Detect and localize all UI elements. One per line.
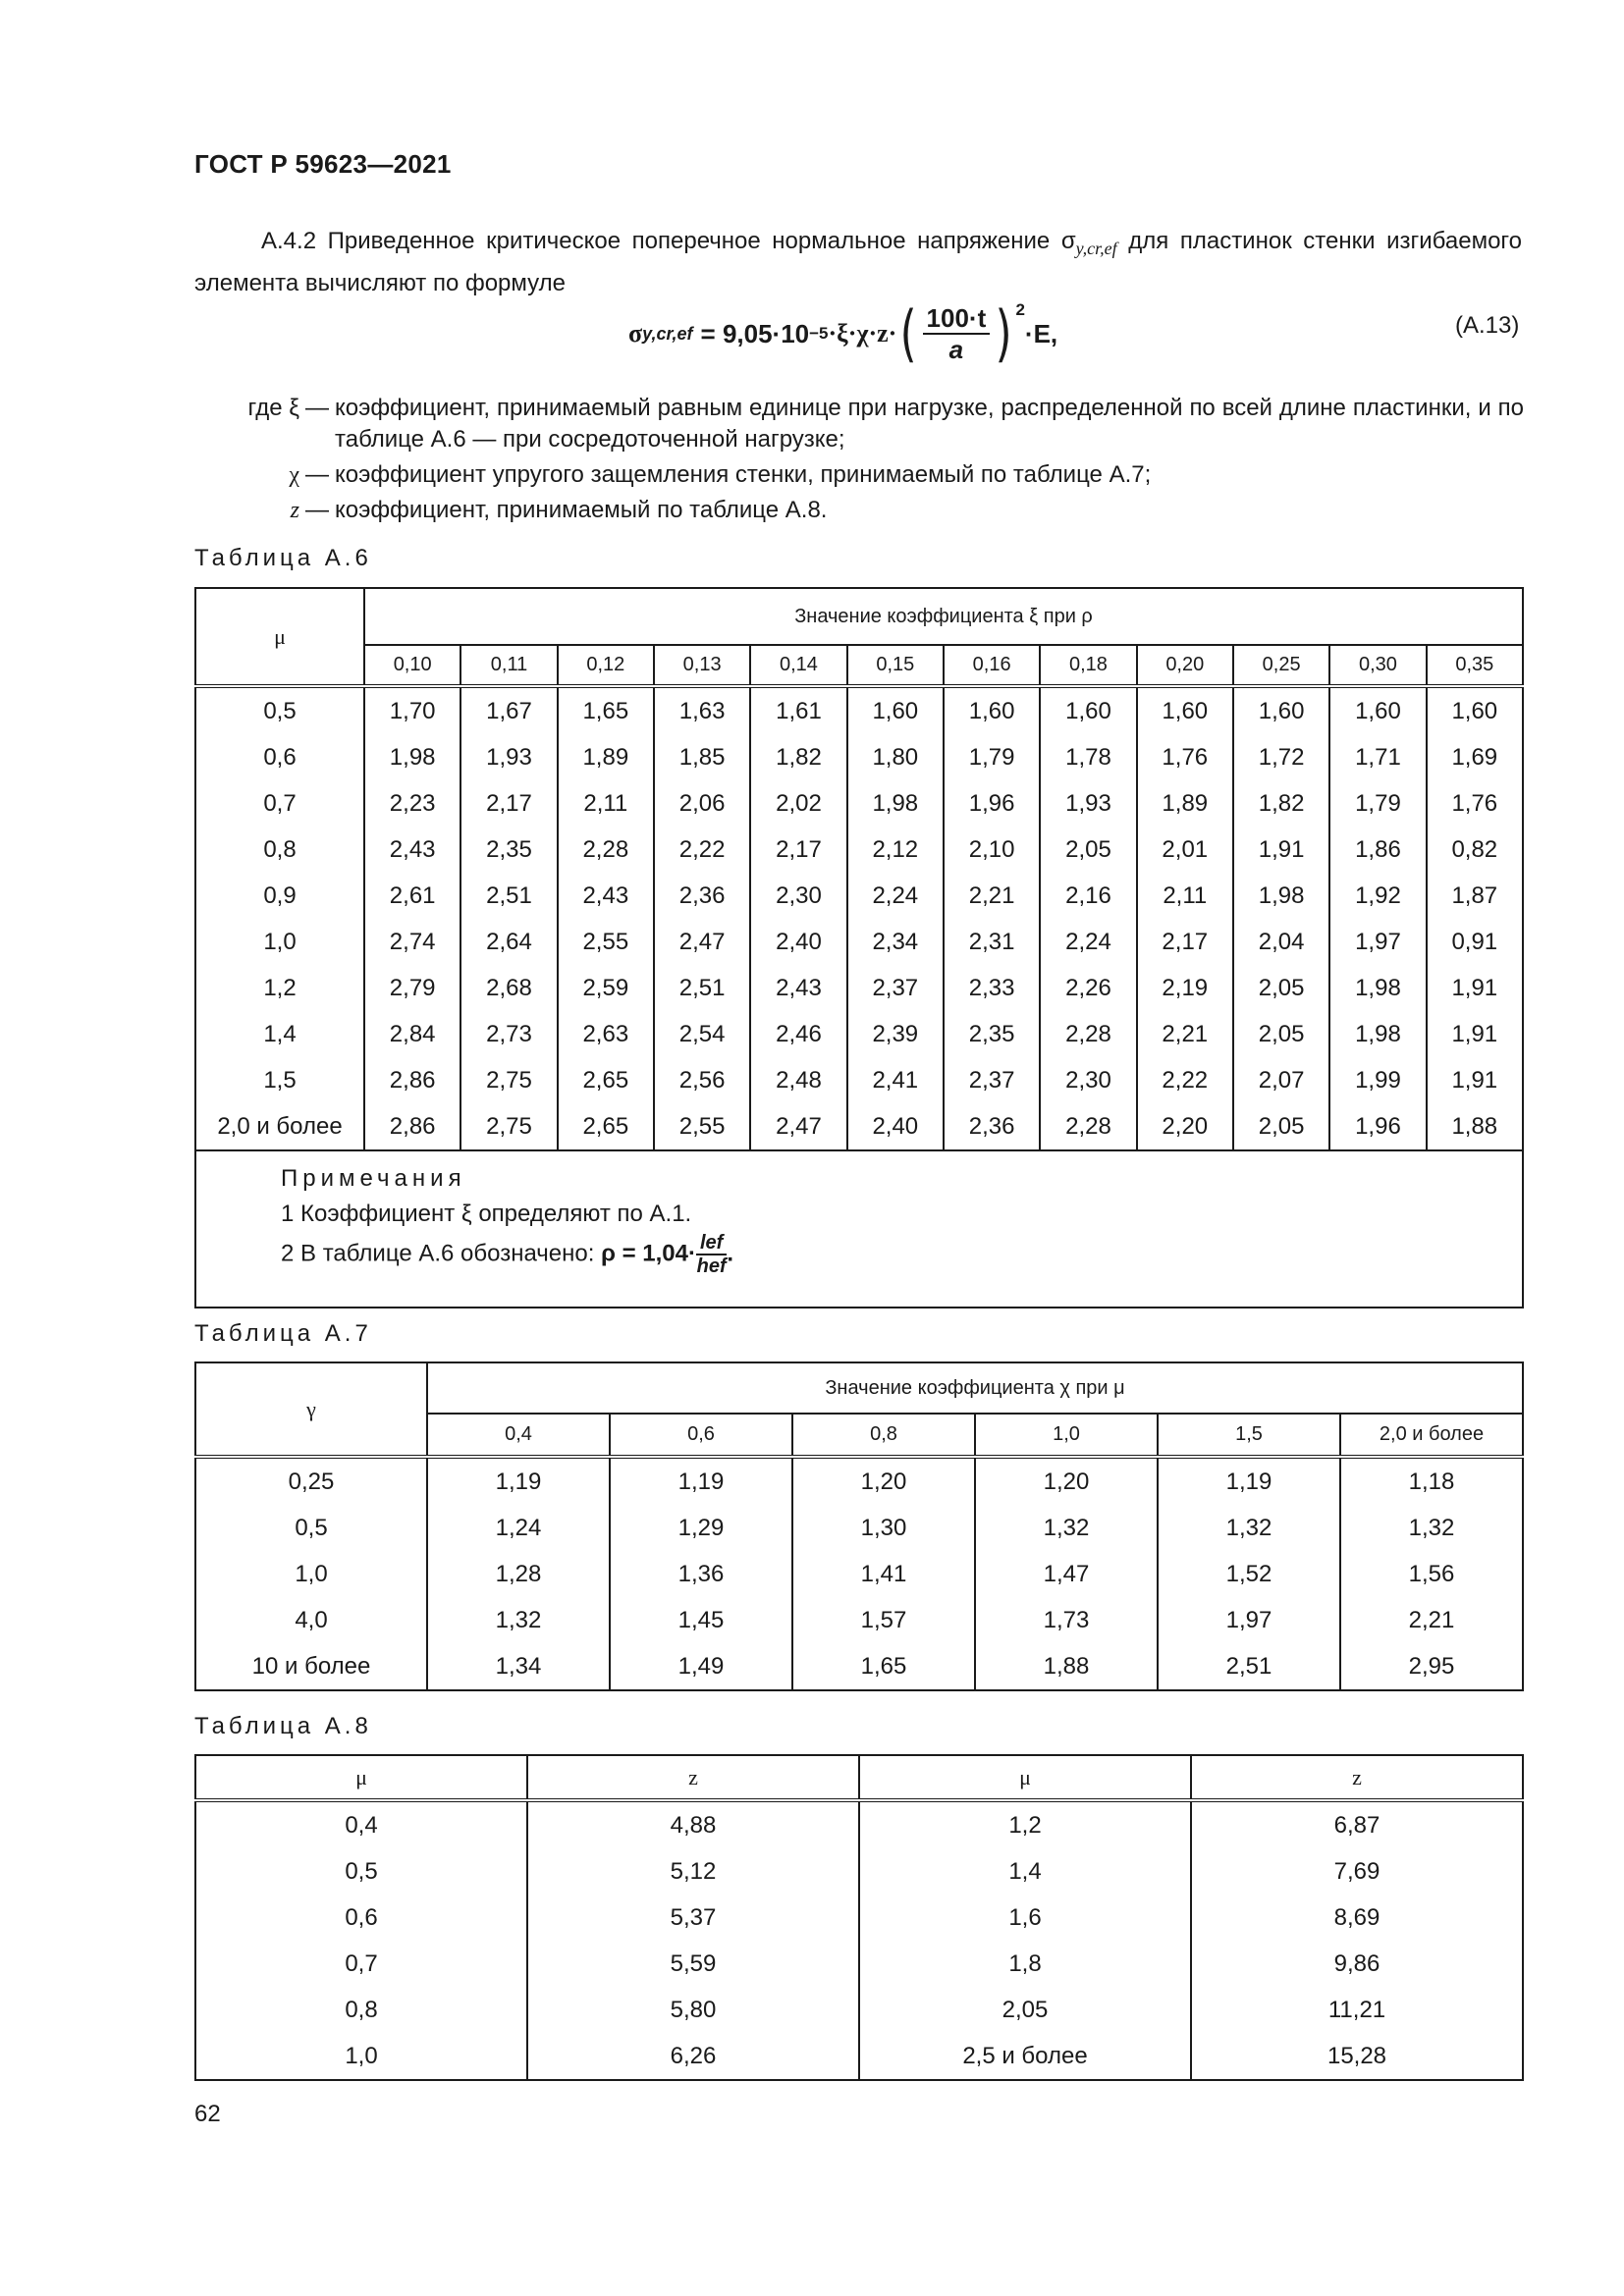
table-a6-cell: 1,87 (1427, 873, 1523, 919)
table-a6 (194, 587, 1524, 1308)
table-a6-cell: 2,30 (750, 873, 846, 919)
table-a8-cell: 0,8 (195, 1987, 527, 2033)
table-a6-cell: 2,28 (1040, 1103, 1136, 1150)
definitions (194, 393, 1524, 530)
table-a8-row (195, 1895, 1523, 1941)
table-a7-cell: 1,20 (975, 1457, 1158, 1505)
table-a6-cell: 2,30 (1040, 1057, 1136, 1103)
table-a7-cell: 4,0 (195, 1597, 427, 1643)
table-a6-cell: 1,79 (1329, 780, 1426, 827)
table-a7-row (195, 1597, 1523, 1643)
table-a6-cell: 2,17 (460, 780, 557, 827)
table-a6-cell: 1,76 (1427, 780, 1523, 827)
table-a6-col-header: 0,35 (1427, 645, 1523, 686)
table-a7-cell: 2,95 (1340, 1643, 1523, 1690)
table-a6-cell: 1,91 (1427, 1057, 1523, 1103)
table-a6-cell: 2,22 (654, 827, 750, 873)
table-a6-cell: 2,47 (654, 919, 750, 965)
table-a7-col-header: 0,8 (792, 1414, 975, 1457)
table-a6-cell: 2,11 (558, 780, 654, 827)
table-a6-cell: 2,55 (558, 919, 654, 965)
table-a6-cell: 2,06 (654, 780, 750, 827)
table-a6-row (195, 1057, 1523, 1103)
formula-a13: σ y,cr,ef = 9,05·10 −5 ·ξ·χ·z· ( $\frac{100\cdot t}{a}$ ) $^2$ ·E, (628, 297, 1058, 369)
paragraph-a42: А.4.2 Приведенное критическое поперечное нормальное напряжение $\sigma_{y,cr,ef}$ для пластинок стенки изгибаемого элемента вычисляют по формуле (194, 228, 1522, 296)
table-a6-cell: 2,61 (364, 873, 460, 919)
table-a6-cell: 1,5 (195, 1057, 364, 1103)
table-a6-col-header: 0,14 (750, 645, 846, 686)
table-a7-cell: 1,49 (610, 1643, 792, 1690)
table-a6-cell: 0,9 (195, 873, 364, 919)
table-a8-cell: 1,0 (195, 2033, 527, 2080)
table-a7-cell: 1,36 (610, 1551, 792, 1597)
table-a6-cell: 1,60 (1040, 686, 1136, 734)
table-a7 (194, 1362, 1524, 1691)
table-a6-cell: 2,79 (364, 965, 460, 1011)
table-a6-corner: μ (195, 588, 364, 686)
table-a6-cell: 2,84 (364, 1011, 460, 1057)
table-a7-cell: 1,0 (195, 1551, 427, 1597)
table-a6-cell: 1,97 (1329, 919, 1426, 965)
table-a6-cell: 1,61 (750, 686, 846, 734)
table-a8-cell: 6,26 (527, 2033, 859, 2080)
table-a6-cell: 2,41 (847, 1057, 944, 1103)
table-a7-row (195, 1457, 1523, 1505)
table-a8-col-header: z (1191, 1755, 1523, 1800)
table-a7-col-header: 0,6 (610, 1414, 792, 1457)
table-a6-cell: 1,67 (460, 686, 557, 734)
table-a6-cell: 1,60 (1427, 686, 1523, 734)
table-a6-cell: 1,99 (1329, 1057, 1426, 1103)
table-a7-row (195, 1643, 1523, 1690)
table-a7-cell: 1,32 (427, 1597, 610, 1643)
table-a6-group-header: Значение коэффициента ξ при ρ (364, 588, 1523, 645)
table-a6-cell: 2,05 (1040, 827, 1136, 873)
table-a6-cell: 2,24 (847, 873, 944, 919)
table-a6-cell: 2,55 (654, 1103, 750, 1150)
table-a6-cell: 2,07 (1233, 1057, 1329, 1103)
table-a7-cell: 1,20 (792, 1457, 975, 1505)
table-a6-cell: 2,02 (750, 780, 846, 827)
table-a6-cell: 1,88 (1427, 1103, 1523, 1150)
table-a6-col-header: 0,18 (1040, 645, 1136, 686)
notes-title: Примечания (281, 1165, 466, 1192)
table-a6-row (195, 965, 1523, 1011)
table-a6-cell: 2,43 (750, 965, 846, 1011)
table-a6-row (195, 827, 1523, 873)
table-a7-group-header: Значение коэффициента χ при μ (427, 1362, 1523, 1414)
table-a7-cell: 1,57 (792, 1597, 975, 1643)
table-a6-cell: 2,48 (750, 1057, 846, 1103)
table-a7-cell: 2,51 (1158, 1643, 1340, 1690)
table-a8-row (195, 1941, 1523, 1987)
table-a6-cell: 1,96 (944, 780, 1040, 827)
table-a6-cell: 2,36 (654, 873, 750, 919)
table-a6-col-header: 0,11 (460, 645, 557, 686)
table-a6-cell: 2,10 (944, 827, 1040, 873)
table-a6-caption: Таблица А.6 (194, 545, 372, 571)
table-a6-cell: 1,65 (558, 686, 654, 734)
table-a6-cell: 1,92 (1329, 873, 1426, 919)
table-a7-cell: 1,19 (1158, 1457, 1340, 1505)
table-a6-cell: 2,65 (558, 1057, 654, 1103)
table-a6-cell: 2,86 (364, 1103, 460, 1150)
table-a6-cell: 1,82 (1233, 780, 1329, 827)
table-a7-cell: 1,18 (1340, 1457, 1523, 1505)
table-a8-cell: 1,4 (859, 1848, 1191, 1895)
table-a7-cell: 1,52 (1158, 1551, 1340, 1597)
table-a7-col-header: 1,5 (1158, 1414, 1340, 1457)
table-a6-cell: 1,60 (944, 686, 1040, 734)
table-a6-cell: 2,39 (847, 1011, 944, 1057)
table-a6-cell: 2,28 (1040, 1011, 1136, 1057)
table-a6-col-header: 0,12 (558, 645, 654, 686)
table-a6-cell: 1,96 (1329, 1103, 1426, 1150)
table-a7-cell: 0,5 (195, 1505, 427, 1551)
table-a8-cell: 5,12 (527, 1848, 859, 1895)
table-a7-cell: 1,30 (792, 1505, 975, 1551)
table-a6-cell: 1,80 (847, 734, 944, 780)
definition-row: χ — коэффициент упругого защемления стенки, принимаемый по таблице А.7; (289, 461, 1152, 488)
table-a6-cell: 1,98 (364, 734, 460, 780)
table-a6-col-header: 0,10 (364, 645, 460, 686)
table-a6-cell: 2,05 (1233, 965, 1329, 1011)
table-a7-cell: 1,19 (610, 1457, 792, 1505)
table-a8-cell: 1,2 (859, 1800, 1191, 1848)
table-a6-cell: 2,35 (944, 1011, 1040, 1057)
table-a6-cell: 2,74 (364, 919, 460, 965)
table-a6-cell: 2,21 (944, 873, 1040, 919)
table-a7-col-header: 2,0 и более (1340, 1414, 1523, 1457)
table-a7-cell: 1,47 (975, 1551, 1158, 1597)
table-a6-cell: 2,26 (1040, 965, 1136, 1011)
table-a7-col-header: 0,4 (427, 1414, 610, 1457)
note-1: 1 Коэффициент ξ определяют по А.1. (281, 1201, 692, 1227)
table-a6-cell: 0,6 (195, 734, 364, 780)
table-a6-cell: 2,19 (1137, 965, 1233, 1011)
table-a6-cell: 1,91 (1233, 827, 1329, 873)
table-a6-cell: 1,2 (195, 965, 364, 1011)
table-a8-cell: 5,80 (527, 1987, 859, 2033)
table-a8-cell: 9,86 (1191, 1941, 1523, 1987)
table-a6-row (195, 919, 1523, 965)
table-a6-cell: 2,63 (558, 1011, 654, 1057)
table-a6-cell: 2,22 (1137, 1057, 1233, 1103)
table-a6-cell: 0,91 (1427, 919, 1523, 965)
table-a6-cell: 2,04 (1233, 919, 1329, 965)
table-a6-cell: 2,43 (558, 873, 654, 919)
table-a6-cell: 1,98 (1329, 965, 1426, 1011)
table-a6-cell: 1,4 (195, 1011, 364, 1057)
table-a6-col-header: 0,30 (1329, 645, 1426, 686)
table-a6-cell: 1,98 (1233, 873, 1329, 919)
table-a8-cell: 11,21 (1191, 1987, 1523, 2033)
table-a6-cell: 0,7 (195, 780, 364, 827)
table-a7-cell: 1,41 (792, 1551, 975, 1597)
table-a6-cell: 2,21 (1137, 1011, 1233, 1057)
table-a7-cell: 1,34 (427, 1643, 610, 1690)
table-a6-cell: 1,78 (1040, 734, 1136, 780)
table-a6-cell: 2,56 (654, 1057, 750, 1103)
table-a6-cell: 2,59 (558, 965, 654, 1011)
table-a6-cell: 2,20 (1137, 1103, 1233, 1150)
document-header: ГОСТ Р 59623—2021 (194, 149, 452, 179)
table-a6-cell: 2,05 (1233, 1011, 1329, 1057)
table-a6-cell: 2,75 (460, 1057, 557, 1103)
table-a7-cell: 0,25 (195, 1457, 427, 1505)
table-a6-col-header: 0,16 (944, 645, 1040, 686)
table-a6-cell: 1,89 (1137, 780, 1233, 827)
table-a8-col-header: z (527, 1755, 859, 1800)
table-a6-cell: 1,85 (654, 734, 750, 780)
table-a6-cell: 1,89 (558, 734, 654, 780)
table-a8-cell: 2,05 (859, 1987, 1191, 2033)
table-a8-cell: 0,4 (195, 1800, 527, 1848)
table-a6-cell: 0,5 (195, 686, 364, 734)
table-a6-cell: 1,93 (460, 734, 557, 780)
table-a6-cell: 1,72 (1233, 734, 1329, 780)
table-a6-cell: 2,05 (1233, 1103, 1329, 1150)
table-a7-cell: 1,19 (427, 1457, 610, 1505)
table-a7-cell: 1,88 (975, 1643, 1158, 1690)
table-a6-cell: 2,31 (944, 919, 1040, 965)
table-a8-row (195, 1987, 1523, 2033)
table-a6-cell: 1,60 (1233, 686, 1329, 734)
table-a7-cell: 1,97 (1158, 1597, 1340, 1643)
table-a7-cell: 1,28 (427, 1551, 610, 1597)
table-a6-cell: 2,11 (1137, 873, 1233, 919)
table-a6-row (195, 873, 1523, 919)
table-a8-cell: 4,88 (527, 1800, 859, 1848)
table-a6-cell: 1,60 (847, 686, 944, 734)
table-a6-cell: 1,0 (195, 919, 364, 965)
table-a6-cell: 2,65 (558, 1103, 654, 1150)
table-a8-cell: 0,7 (195, 1941, 527, 1987)
table-a6-cell: 2,01 (1137, 827, 1233, 873)
table-a6-cell: 1,98 (1329, 1011, 1426, 1057)
table-a6-cell: 1,82 (750, 734, 846, 780)
table-a7-cell: 1,32 (1340, 1505, 1523, 1551)
table-a6-cell: 2,36 (944, 1103, 1040, 1150)
table-a6-cell: 2,33 (944, 965, 1040, 1011)
table-a7-cell: 1,32 (1158, 1505, 1340, 1551)
table-a7-corner: γ (195, 1362, 427, 1457)
table-a7-cell: 1,45 (610, 1597, 792, 1643)
table-a6-cell: 1,76 (1137, 734, 1233, 780)
table-a7-row (195, 1505, 1523, 1551)
table-a6-col-header: 0,20 (1137, 645, 1233, 686)
table-a7-cell: 10 и более (195, 1643, 427, 1690)
table-a7-cell: 1,24 (427, 1505, 610, 1551)
table-a6-cell: 2,86 (364, 1057, 460, 1103)
table-a8-col-header: μ (195, 1755, 527, 1800)
table-a6-cell: 2,0 и более (195, 1103, 364, 1150)
table-a6-cell: 2,73 (460, 1011, 557, 1057)
table-a6-cell: 2,28 (558, 827, 654, 873)
table-a6-col-header: 0,13 (654, 645, 750, 686)
table-a6-cell: 2,35 (460, 827, 557, 873)
table-a6-cell: 1,60 (1329, 686, 1426, 734)
table-a6-cell: 2,46 (750, 1011, 846, 1057)
table-a6-cell: 1,63 (654, 686, 750, 734)
table-a8-col-header: μ (859, 1755, 1191, 1800)
table-a6-notes (195, 1150, 1523, 1308)
table-a7-cell: 2,21 (1340, 1597, 1523, 1643)
table-a7-cell: 1,29 (610, 1505, 792, 1551)
table-a8-row (195, 2033, 1523, 2080)
table-a8-cell: 8,69 (1191, 1895, 1523, 1941)
table-a7-cell: 1,56 (1340, 1551, 1523, 1597)
table-a6-row (195, 780, 1523, 827)
table-a8-cell: 1,6 (859, 1895, 1191, 1941)
table-a6-cell: 1,98 (847, 780, 944, 827)
table-a6-cell: 2,43 (364, 827, 460, 873)
equation-number: (А.13) (1455, 312, 1520, 339)
table-a6-cell: 2,37 (847, 965, 944, 1011)
table-a8-cell: 0,6 (195, 1895, 527, 1941)
table-a6-cell: 2,23 (364, 780, 460, 827)
table-a6-cell: 1,69 (1427, 734, 1523, 780)
definition-row: где ξ — коэффициент, принимаемый равным единице при нагрузке, распределенной по всей длине пластинки, и по таблице А.6 — при сосредоточенной нагрузке; (247, 395, 1524, 453)
note-2: 2 В таблице А.6 обозначено: ρ = 1,04· lef hef . (281, 1232, 733, 1277)
table-a8 (194, 1754, 1524, 2081)
table-a6-row (195, 686, 1523, 734)
table-a6-cell: 2,17 (750, 827, 846, 873)
table-a6-cell: 2,40 (750, 919, 846, 965)
table-a7-cell: 1,65 (792, 1643, 975, 1690)
table-a7-row (195, 1551, 1523, 1597)
table-a6-cell: 2,68 (460, 965, 557, 1011)
table-a6-cell: 1,60 (1137, 686, 1233, 734)
table-a6-row (195, 1103, 1523, 1150)
table-a6-cell: 2,54 (654, 1011, 750, 1057)
table-a6-cell: 2,75 (460, 1103, 557, 1150)
table-a7-col-header: 1,0 (975, 1414, 1158, 1457)
table-a6-cell: 1,91 (1427, 965, 1523, 1011)
table-a6-cell: 1,91 (1427, 1011, 1523, 1057)
table-a7-caption: Таблица А.7 (194, 1320, 372, 1347)
table-a6-row (195, 734, 1523, 780)
table-a6-cell: 2,64 (460, 919, 557, 965)
table-a8-row (195, 1848, 1523, 1895)
table-a6-cell: 1,71 (1329, 734, 1426, 780)
table-a6-cell: 0,82 (1427, 827, 1523, 873)
table-a6-cell: 2,51 (460, 873, 557, 919)
table-a6-cell: 2,34 (847, 919, 944, 965)
table-a8-cell: 1,8 (859, 1941, 1191, 1987)
definition-row: z — коэффициент, принимаемый по таблице А.8. (290, 497, 828, 523)
table-a6-cell: 2,16 (1040, 873, 1136, 919)
table-a8-cell: 0,5 (195, 1848, 527, 1895)
table-a6-col-header: 0,25 (1233, 645, 1329, 686)
table-a6-cell: 2,17 (1137, 919, 1233, 965)
table-a6-row (195, 1011, 1523, 1057)
table-a8-row (195, 1800, 1523, 1848)
page-number: 62 (194, 2101, 221, 2127)
table-a8-cell: 7,69 (1191, 1848, 1523, 1895)
table-a8-cell: 6,87 (1191, 1800, 1523, 1848)
table-a6-cell: 2,51 (654, 965, 750, 1011)
table-a8-cell: 5,37 (527, 1895, 859, 1941)
table-a8-cell: 2,5 и более (859, 2033, 1191, 2080)
table-a7-cell: 1,32 (975, 1505, 1158, 1551)
table-a6-cell: 1,86 (1329, 827, 1426, 873)
table-a6-col-header: 0,15 (847, 645, 944, 686)
table-a6-cell: 1,70 (364, 686, 460, 734)
table-a6-cell: 2,12 (847, 827, 944, 873)
table-a8-cell: 5,59 (527, 1941, 859, 1987)
table-a7-cell: 1,73 (975, 1597, 1158, 1643)
table-a6-cell: 2,47 (750, 1103, 846, 1150)
table-a6-cell: 1,93 (1040, 780, 1136, 827)
table-a6-cell: 2,37 (944, 1057, 1040, 1103)
table-a6-cell: 0,8 (195, 827, 364, 873)
table-a6-cell: 2,40 (847, 1103, 944, 1150)
table-a8-cell: 15,28 (1191, 2033, 1523, 2080)
table-a6-cell: 2,24 (1040, 919, 1136, 965)
table-a8-caption: Таблица А.8 (194, 1713, 372, 1739)
table-a6-cell: 1,79 (944, 734, 1040, 780)
